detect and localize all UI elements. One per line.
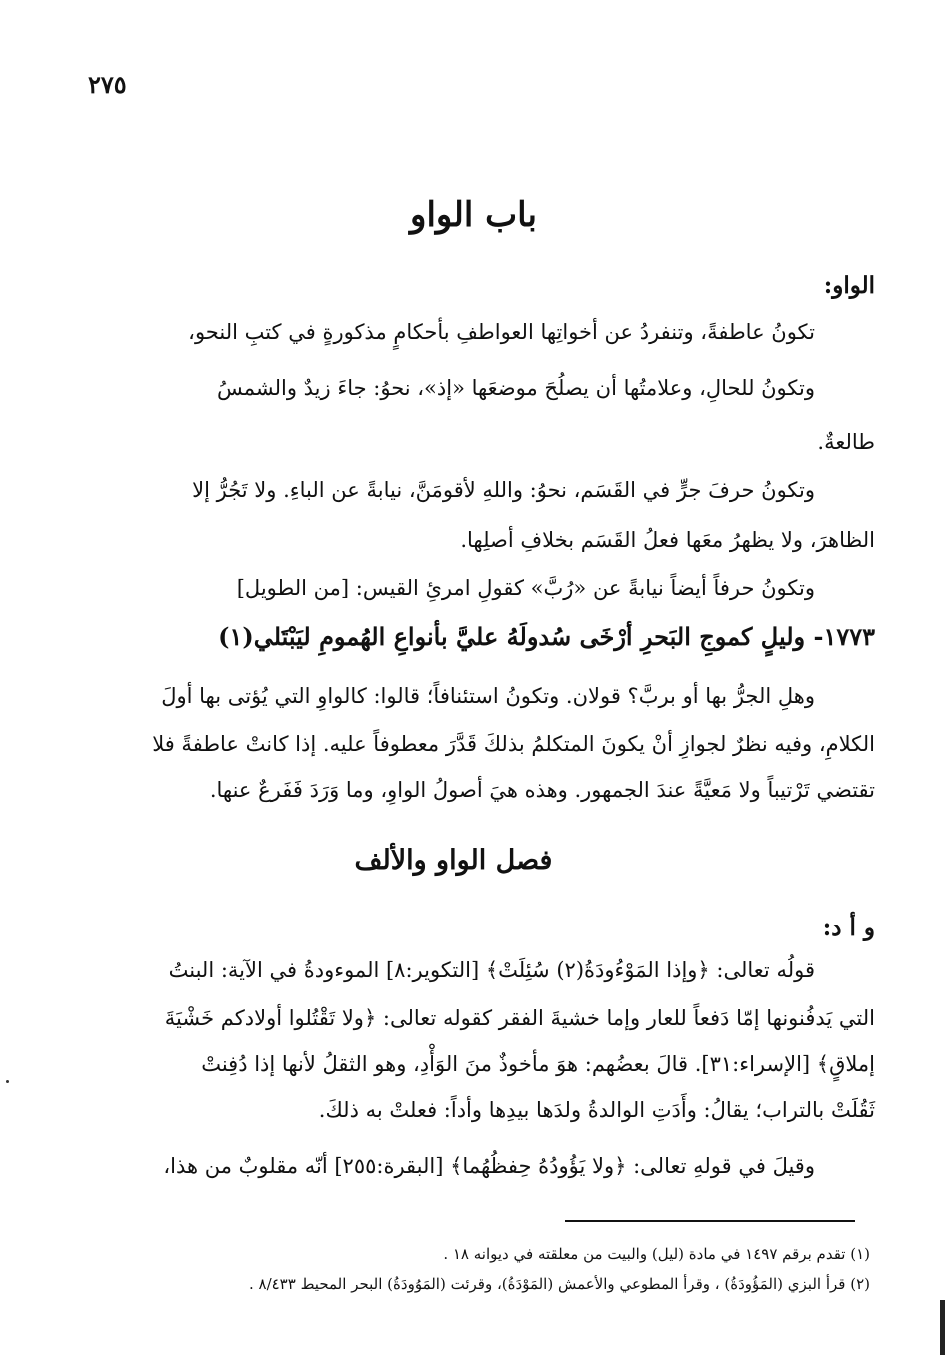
text-line: وتكونُ للحالِ، وعلامتُها أن يصلُحَ موضعَها «إذ»، نحوُ: جاءَ زيدٌ والشمسُ bbox=[216, 376, 815, 400]
entry-head-wad: و أ د: bbox=[822, 914, 875, 941]
text-line: وتكونُ حرفاً أيضاً نيابةً عن «رُبَّ» كقولِ امرئِ القيس: [من الطويل] bbox=[236, 576, 815, 600]
scan-edge-mark bbox=[940, 1300, 945, 1355]
footnote-2: (٢) قرأ البزي (المَؤُودَةُ) ، وقرأ المطوعي والأعمش (المَوْدَةُ)، وقرئت (المَوُودَةُ) البحر المحيط ٨/٤٣٣ . bbox=[248, 1275, 870, 1293]
text-line: ثَقُلَتْ بالتراب؛ يقالُ: وأَدَتِ الوالدةُ ولدَها بيدِها وأداً: فعلتْ به ذلكَ. bbox=[318, 1098, 875, 1122]
entry-head-waw: الواو: bbox=[823, 272, 875, 299]
footnote-separator bbox=[565, 1220, 855, 1222]
chapter-title: باب الواو bbox=[410, 195, 537, 235]
text-line: التي يَدفُنونها إمّا دَفعاً للعار وإما خشيةَ الفقر كقوله تعالى: ﴿ولا تَقْتُلوا أولادكم خَشْيَةَ bbox=[164, 1006, 875, 1030]
text-line: وهلِ الجرُّ بها أو بربَّ؟ قولان. وتكونُ استئنافاً؛ قالوا: كالواوِ التي يُؤتى بها أولَ bbox=[161, 684, 815, 708]
entry-wad bbox=[95, 910, 875, 1200]
text-line: قولُه تعالى: ﴿وإذا المَوْءُودَةُ(٢) سُئِلَتْ﴾ [التكوير:٨] الموءودةُ في الآية: البنتُ bbox=[168, 958, 815, 982]
text-line: وقيلَ في قولهِ تعالى: ﴿ولا يَؤُودُهُ حِفظُهُما﴾ [البقرة:٢٥٥] أنّه مقلوبٌ من هذا، bbox=[163, 1154, 815, 1178]
section-title: فصل الواو والألف bbox=[354, 845, 553, 876]
text-line: وتكونُ حرفَ جرٍّ في القَسَم، نحوُ: واللهِ لأقومَنَّ، نيابةً عن الباءِ. ولا تَجُرُّ إلا bbox=[192, 478, 815, 502]
text-line: إملاقٍ﴾ [الإسراء:٣١]. قالَ بعضُهم: هوَ مأخوذٌ منَ الوَأْدِ، وهو الثقلُ لأنها إذا دُفِنتْ bbox=[201, 1052, 875, 1076]
text-line: طالعةٌ. bbox=[817, 430, 875, 454]
text-line: الكلامِ، وفيه نظرٌ لجوازِ أنْ يكونَ المتكلمُ بذلكَ قَدَّرَ معطوفاً عليه. إذا كانتْ عاطفةً فلا bbox=[152, 732, 875, 756]
footnote-1: (١) تقدم برقم ١٤٩٧ في مادة (ليل) والبيت من معلقته في ديوانه ١٨ . bbox=[443, 1245, 870, 1263]
footnotes bbox=[80, 1245, 870, 1315]
verse-line: ١٧٧٣- وليلٍ كموجِ البَحرِ أرْخَى سُدولَهُ عليَّ بأنواعِ الهُمومِ ليَبْتَلي(١) bbox=[218, 622, 875, 651]
text-line: تقتضي تَرْتيباً ولا مَعيَّةً عندَ الجمهور. وهذه هيَ أصولُ الواوِ، وما وَرَدَ فَفَرعٌ عنها. bbox=[209, 778, 875, 802]
entry-waw bbox=[95, 270, 875, 810]
text-line: الظاهرَ، ولا يظهرُ معَها فعلُ القَسَم بخلافِ أصلِها. bbox=[460, 528, 875, 552]
page-number: ٢٧٥ bbox=[88, 70, 127, 99]
scan-speck bbox=[6, 1080, 9, 1083]
text-line: تكونُ عاطفةً، وتنفردُ عن أخواتِها العواطفِ بأحكامٍ مذكورةٍ في كتبِ النحو، bbox=[188, 320, 815, 344]
